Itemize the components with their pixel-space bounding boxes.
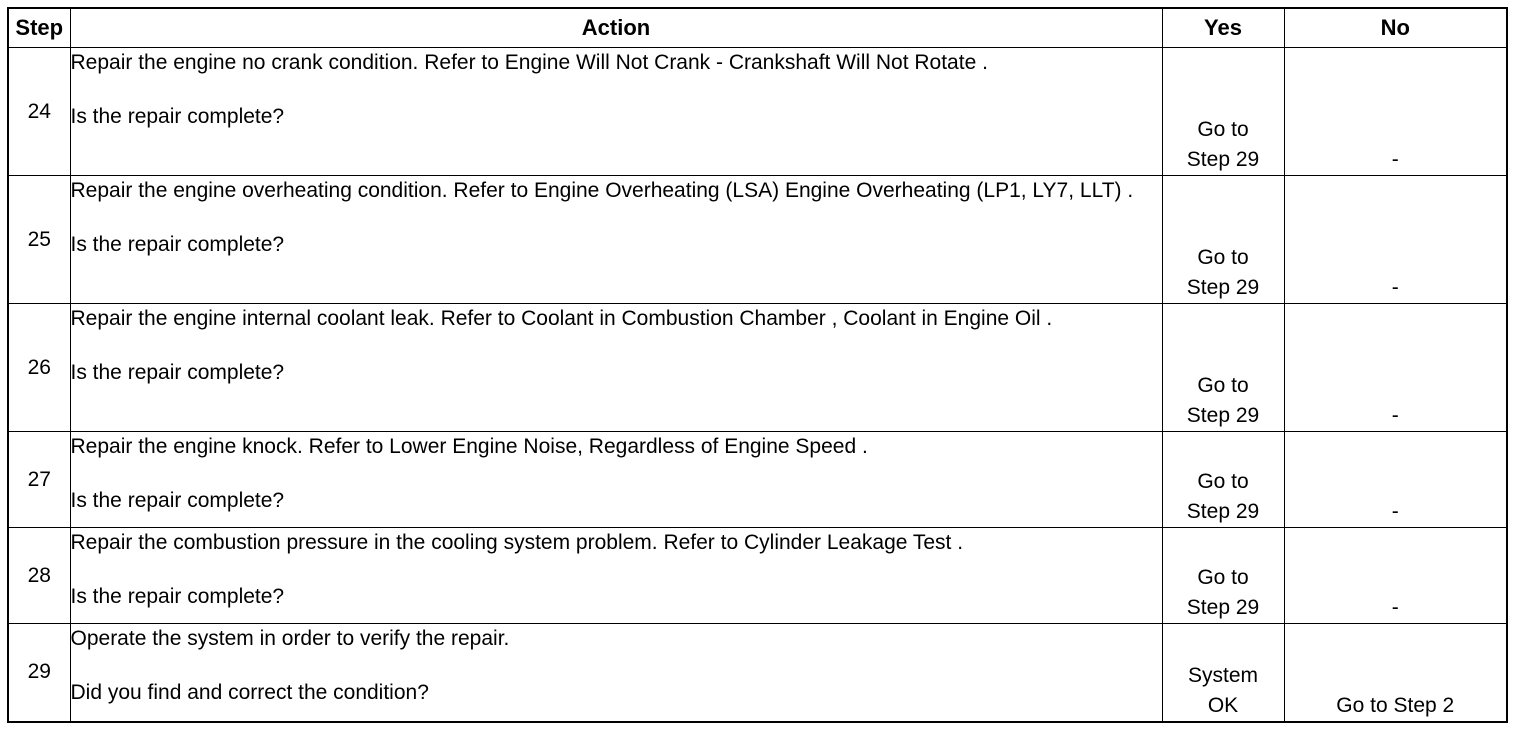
yes-result: Go to Step 29	[1162, 304, 1284, 432]
diagnostic-table	[7, 7, 1508, 723]
action-question: Is the repair complete?	[70, 233, 285, 257]
action-cell	[70, 176, 1162, 304]
action-cell	[70, 304, 1162, 432]
header-step: Step	[8, 8, 70, 48]
table-row	[8, 304, 1507, 432]
action-question: Is the repair complete?	[70, 105, 285, 128]
header-no: No	[1284, 8, 1507, 48]
action-instruction: Repair the combustion pressure in the cooling system problem. Refer to Cylinder Leakage Test .	[70, 531, 964, 555]
table-row	[8, 432, 1507, 528]
step-number: 25	[8, 176, 70, 304]
step-number: 24	[8, 48, 70, 176]
action-cell	[70, 528, 1162, 624]
table-row	[8, 176, 1507, 304]
action-question: Is the repair complete?	[70, 585, 285, 609]
table-row	[8, 48, 1507, 176]
header-action: Action	[70, 8, 1162, 48]
yes-result: Go to Step 29	[1162, 48, 1284, 176]
table-row	[8, 528, 1507, 624]
step-number: 27	[8, 432, 70, 528]
step-number: 26	[8, 304, 70, 432]
action-question: Did you find and correct the condition?	[70, 680, 429, 704]
no-result: Go to Step 2	[1284, 623, 1507, 722]
step-number: 28	[8, 528, 70, 624]
action-question: Is the repair complete?	[70, 489, 285, 513]
action-question: Is the repair complete?	[70, 361, 285, 385]
action-instruction: Repair the engine overheating condition. Refer to Engine Overheating (LSA) Engine Overheating (LP1, LY7, LLT) .	[70, 179, 1134, 203]
action-cell	[70, 48, 1162, 176]
action-instruction: Repair the engine knock. Refer to Lower Engine Noise, Regardless of Engine Speed .	[70, 435, 868, 459]
no-result: -	[1284, 432, 1507, 528]
action-instruction: Operate the system in order to verify the repair.	[70, 626, 510, 650]
no-result: -	[1284, 176, 1507, 304]
header-yes: Yes	[1162, 8, 1284, 48]
yes-result: Go to Step 29	[1162, 432, 1284, 528]
action-cell	[70, 623, 1162, 722]
action-cell	[70, 432, 1162, 528]
no-result: -	[1284, 528, 1507, 624]
step-number: 29	[8, 623, 70, 722]
no-result: -	[1284, 48, 1507, 176]
yes-result: Go to Step 29	[1162, 176, 1284, 304]
yes-result: System OK	[1162, 623, 1284, 722]
no-result: -	[1284, 304, 1507, 432]
table-row	[8, 623, 1507, 722]
header-row	[8, 8, 1507, 48]
yes-result: Go to Step 29	[1162, 528, 1284, 624]
action-instruction: Repair the engine internal coolant leak. Refer to Coolant in Combustion Chamber , Coolant in Engine Oil .	[70, 307, 1053, 331]
action-instruction: Repair the engine no crank condition. Refer to Engine Will Not Crank - Crankshaft Will Not Rotate .	[70, 51, 988, 74]
